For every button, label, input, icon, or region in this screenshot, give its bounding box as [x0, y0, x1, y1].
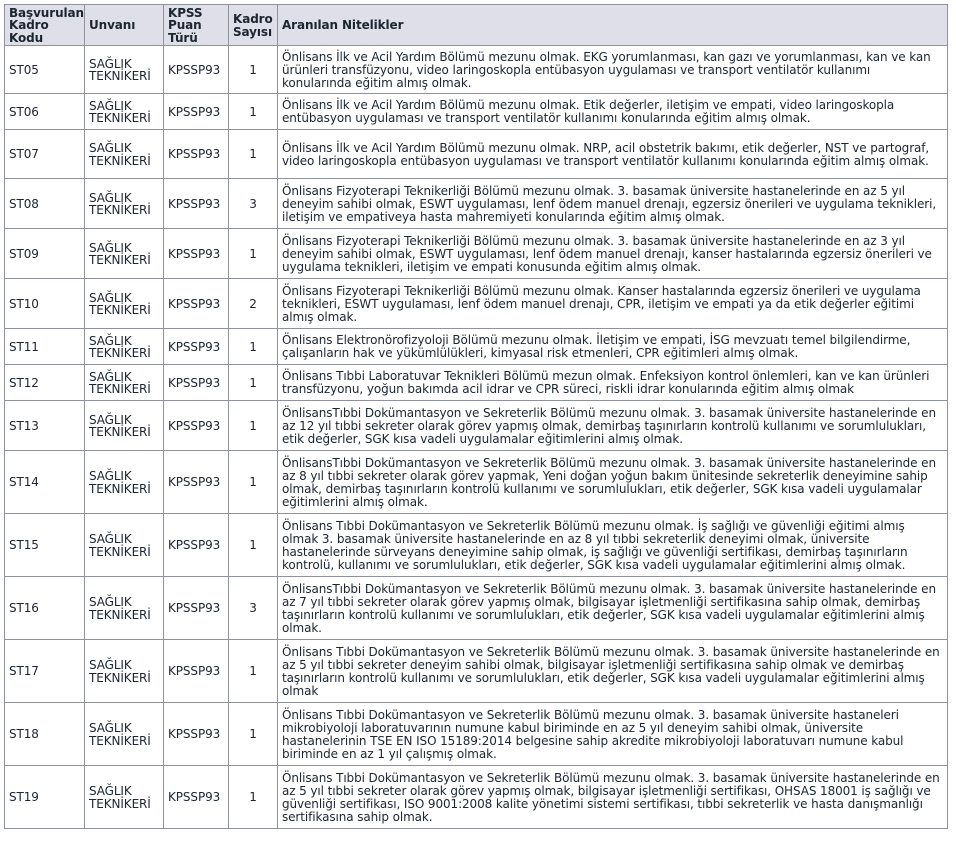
header-kpss: KPSS Puan Türü	[164, 5, 229, 46]
table-row	[5, 514, 948, 577]
cell-kpss: KPSSP93	[164, 279, 229, 329]
cell-kpss: KPSSP93	[164, 130, 229, 179]
cell-requirements: Önlisans Elektronörofizyoloji Bölümü mezunu olmak. İletişim ve empati, İSG mevzuatı temel bilgilendirme, çalışanların hak ve yükümlülükleri, kimyasal risk etmenleri, CPR eğitimleri almış olmak.	[278, 329, 948, 365]
table-row	[5, 279, 948, 329]
cell-code: ST16	[5, 577, 85, 640]
cell-count: 1	[229, 514, 278, 577]
cell-requirements: ÖnlisansTıbbi Dokümantasyon ve Sekreterlik Bölümü mezunu olmak. 3. basamak üniversite hastanelerinde en az 12 yıl tıbbi sekreter olarak görev yapmış olmak, demirbaş taşınırların kontrolü kullanımı ve sorumlulukları, etik değerler, SGK kısa vadeli uygulamalar eğitimlerini almış olmak.	[278, 401, 948, 451]
table-row	[5, 229, 948, 279]
table-row	[5, 46, 948, 94]
cell-requirements: Önlisans Fizyoterapi Teknikerliği Bölümü mezunu olmak. Kanser hastalarında egzersiz önerileri ve uygulama teknikleri, ESWT uygulaması, lenf ödem manuel drenajı, CPR, iletişim ve empati ya da etik değerler eğitimi almış olmak.	[278, 279, 948, 329]
cell-kpss: KPSSP93	[164, 329, 229, 365]
cell-requirements: Önlisans Tıbbi Dokümantasyon ve Sekreterlik Bölümü mezunu olmak. 3. basamak üniversite hastanelerinde en az 5 yıl tıbbi sekreter deneyim sahibi olmak, bilgisayar işletmenliği sertifikasına sahip olmak ve demirbaş taşınırların kontrolü kullanımı ve sorumlulukları, etik değerler, SGK kısa vadeli uygulamalar eğitimlerini almış olmak	[278, 640, 948, 703]
cell-requirements: Önlisans İlk ve Acil Yardım Bölümü mezunu olmak. NRP, acil obstetrik bakımı, etik değerler, NST ve partograf, video laringoskopla entübasyon uygulaması ve transport ventilatör kullanımı konularında eğitim almış olmak.	[278, 130, 948, 179]
cell-count: 2	[229, 279, 278, 329]
cell-title: SAĞLIK TEKNİKERİ	[85, 365, 164, 401]
cell-code: ST11	[5, 329, 85, 365]
cell-code: ST13	[5, 401, 85, 451]
cell-requirements: ÖnlisansTıbbi Dokümantasyon ve Sekreterlik Bölümü mezunu olmak. 3. basamak üniversite hastanelerinde en az 7 yıl tıbbi sekreter olarak görev yapmış olmak, bilgisayar işletmenliği sertifikasına sahip olmak, demirbaş taşınırların kontrolü kullanımı ve sorumlulukları, etik değerler, SGK kısa vadeli uygulamalar eğitimlerini almış olmak.	[278, 577, 948, 640]
cell-kpss: KPSSP93	[164, 229, 229, 279]
cell-kpss: KPSSP93	[164, 365, 229, 401]
cell-code: ST15	[5, 514, 85, 577]
table-row	[5, 94, 948, 130]
cell-code: ST18	[5, 703, 85, 766]
cell-requirements: Önlisans Tıbbi Laboratuvar Teknikleri Bölümü mezun olmak. Enfeksiyon kontrol önlemleri, kan ve kan ürünleri transfüzyonu, yoğun bakımda acil idrar ve CPR süreci, riskli idrar konularında eğitim almış olmak	[278, 365, 948, 401]
cell-code: ST14	[5, 451, 85, 514]
cell-title: SAĞLIK TEKNİKERİ	[85, 130, 164, 179]
cell-title: SAĞLIK TEKNİKERİ	[85, 577, 164, 640]
table-row	[5, 451, 948, 514]
table-header	[5, 5, 948, 46]
cell-kpss: KPSSP93	[164, 766, 229, 829]
cell-count: 1	[229, 329, 278, 365]
cell-title: SAĞLIK TEKNİKERİ	[85, 514, 164, 577]
table-row	[5, 179, 948, 229]
cell-count: 3	[229, 577, 278, 640]
cell-title: SAĞLIK TEKNİKERİ	[85, 451, 164, 514]
cell-count: 1	[229, 365, 278, 401]
cell-title: SAĞLIK TEKNİKERİ	[85, 703, 164, 766]
cell-code: ST12	[5, 365, 85, 401]
cell-requirements: Önlisans Tıbbi Dokümantasyon ve Sekreterlik Bölümü mezunu olmak. İş sağlığı ve güvenliği eğitimi almış olmak 3. basamak üniversite hastanelerinde en az 8 yıl tıbbi sekreterlik deneyimi olmak, üniversite hastanelerinde sürveyans deneyimine sahip olmak, iş sağlığı ve güvenliği sertifikası, demirbaş taşınırların kontrolü, kullanımı ve sorumlulukları, etik değerler, SGK kısa vadeli uygulamalar eğitimlerini almış olmak.	[278, 514, 948, 577]
table-row	[5, 577, 948, 640]
cell-kpss: KPSSP93	[164, 451, 229, 514]
cell-kpss: KPSSP93	[164, 401, 229, 451]
cell-count: 1	[229, 640, 278, 703]
cell-kpss: KPSSP93	[164, 577, 229, 640]
cell-title: SAĞLIK TEKNİKERİ	[85, 46, 164, 94]
cell-requirements: Önlisans Tıbbi Dokümantasyon ve Sekreterlik Bölümü mezunu olmak. 3. basamak üniversite hastanelerinde en az 5 yıl tıbbi sekreter olarak görev yapmış olmak, bilgisayar işletmenliği sertifikası, OHSAS 18001 iş sağlığı ve güvenliği sertifikası, ISO 9001:2008 kalite yönetimi sistemi sertifikası, tıbbi sekreterlik ve hasta danışmanlığı sertifikasına sahip olmak.	[278, 766, 948, 829]
cell-requirements: Önlisans Fizyoterapi Teknikerliği Bölümü mezunu olmak. 3. basamak üniversite hastanelerinde en az 5 yıl deneyim sahibi olmak, ESWT uygulaması, lenf ödem manuel drenajı, egzersiz önerileri ve uygulama teknikleri, iletişim ve empativeya hasta mahremiyeti konularında eğitim almış olmak.	[278, 179, 948, 229]
table-body	[5, 46, 948, 829]
table-row	[5, 329, 948, 365]
cell-title: SAĞLIK TEKNİKERİ	[85, 279, 164, 329]
cell-code: ST19	[5, 766, 85, 829]
cell-count: 1	[229, 401, 278, 451]
cell-code: ST08	[5, 179, 85, 229]
header-requirements: Aranılan Nitelikler	[278, 5, 948, 46]
cell-title: SAĞLIK TEKNİKERİ	[85, 94, 164, 130]
cell-code: ST10	[5, 279, 85, 329]
cell-code: ST09	[5, 229, 85, 279]
cell-count: 1	[229, 94, 278, 130]
header-row	[5, 5, 948, 46]
cell-requirements: Önlisans Tıbbi Dokümantasyon ve Sekreterlik Bölümü mezunu olmak. 3. basamak üniversite hastaneleri mikrobiyoloji laboratuvarının numune kabul biriminde en az 5 yıl deneyim sahibi olmak, üniversite hastanelerinin TSE EN ISO 15189:2014 belgesine sahip akredite mikrobiyoloji laboratuvarı numune kabul biriminde en az 1 yıl çalışmış olmak.	[278, 703, 948, 766]
cell-requirements: Önlisans İlk ve Acil Yardım Bölümü mezunu olmak. Etik değerler, iletişim ve empati, video laringoskopla entübasyon uygulaması ve transport ventilatör kullanımı konularında eğitim almış olmak.	[278, 94, 948, 130]
cell-title: SAĞLIK TEKNİKERİ	[85, 229, 164, 279]
cell-code: ST06	[5, 94, 85, 130]
cell-kpss: KPSSP93	[164, 179, 229, 229]
cell-requirements: Önlisans Fizyoterapi Teknikerliği Bölümü mezunu olmak. 3. basamak üniversite hastanelerinde en az 3 yıl deneyim sahibi olmak, ESWT uygulaması, lenf ödem manuel drenajı, kanser hastalarında egzersiz önerileri ve uygulama teknikleri, iletişim ve empati konusunda eğitim almış olmak.	[278, 229, 948, 279]
table-row	[5, 766, 948, 829]
cell-title: SAĞLIK TEKNİKERİ	[85, 179, 164, 229]
cell-title: SAĞLIK TEKNİKERİ	[85, 766, 164, 829]
cell-kpss: KPSSP93	[164, 703, 229, 766]
cell-count: 1	[229, 703, 278, 766]
table-row	[5, 130, 948, 179]
table-row	[5, 640, 948, 703]
table-row	[5, 703, 948, 766]
cell-count: 1	[229, 766, 278, 829]
cell-code: ST17	[5, 640, 85, 703]
header-code: Başvurulan Kadro Kodu	[5, 5, 85, 46]
cell-count: 3	[229, 179, 278, 229]
cell-title: SAĞLIK TEKNİKERİ	[85, 329, 164, 365]
cell-kpss: KPSSP93	[164, 46, 229, 94]
cell-count: 1	[229, 130, 278, 179]
cell-count: 1	[229, 229, 278, 279]
header-count: Kadro Sayısı	[229, 5, 278, 46]
header-title: Unvanı	[85, 5, 164, 46]
cell-code: ST07	[5, 130, 85, 179]
cell-kpss: KPSSP93	[164, 94, 229, 130]
table-row	[5, 401, 948, 451]
cell-kpss: KPSSP93	[164, 640, 229, 703]
cell-kpss: KPSSP93	[164, 514, 229, 577]
cell-count: 1	[229, 46, 278, 94]
cell-count: 1	[229, 451, 278, 514]
cell-title: SAĞLIK TEKNİKERİ	[85, 401, 164, 451]
cell-requirements: ÖnlisansTıbbi Dokümantasyon ve Sekreterlik Bölümü mezunu olmak. 3. basamak üniversite hastanelerinde en az 8 yıl tıbbi sekreter olarak görev yapmak, Yeni doğan yoğun bakım ünitesinde sekreterlik deneyimine sahip olmak, demirbaş taşınırların kontrolü kullanımı ve sorumlulukları, etik değerler, SGK kısa vadeli uygulamalar eğitimlerini almış olmak.	[278, 451, 948, 514]
cell-requirements: Önlisans İlk ve Acil Yardım Bölümü mezunu olmak. EKG yorumlanması, kan gazı ve yorumlanması, kan ve kan ürünleri transfüzyonu, video laringoskopla entübasyon uygulaması ve transport ventilatör kullanımı konularında eğitim almış olmak.	[278, 46, 948, 94]
table-row	[5, 365, 948, 401]
positions-table	[4, 4, 948, 829]
cell-title: SAĞLIK TEKNİKERİ	[85, 640, 164, 703]
cell-code: ST05	[5, 46, 85, 94]
